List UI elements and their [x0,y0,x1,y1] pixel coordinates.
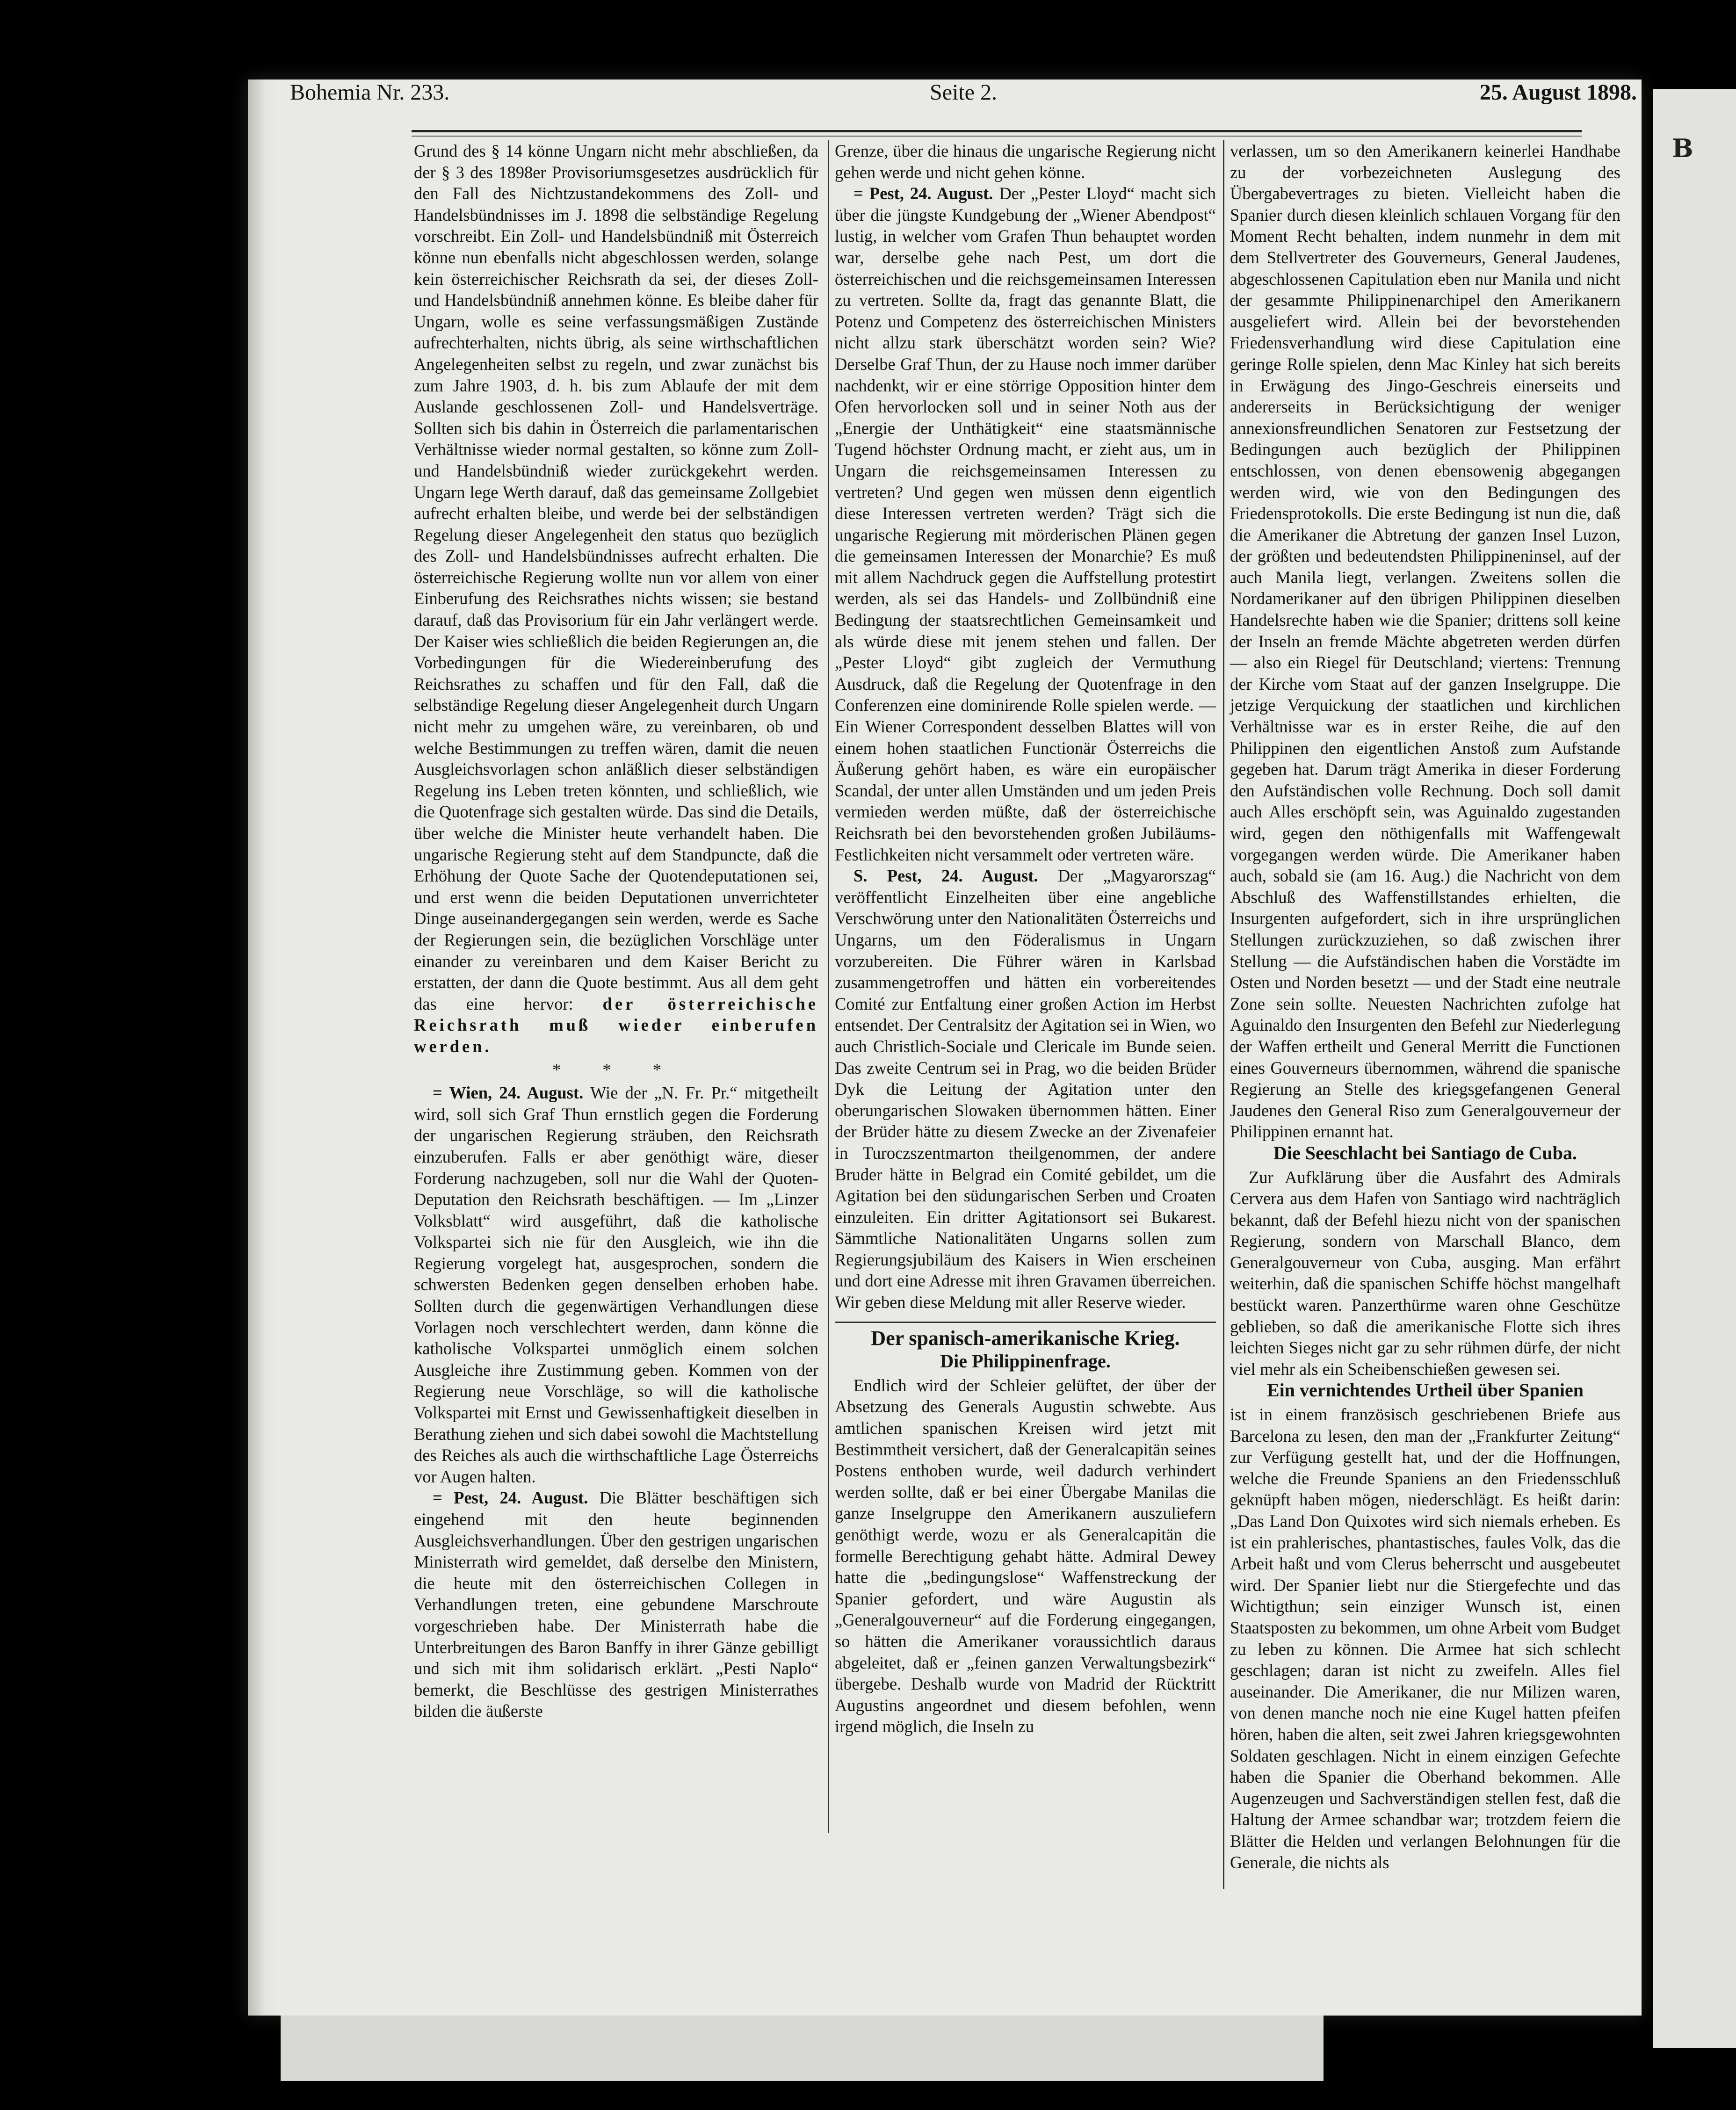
column-3 [1230,140,1620,1873]
war-headline: Der spanisch-amerikanische Krieg. [871,1326,1180,1350]
next-page-header: B [1672,133,1693,163]
section-rule [835,1322,1216,1323]
article-santiago: Zur Aufklärung über die Ausfahrt des Admirals Cervera aus dem Hafen von Santiago wird nachträglich bekannt, daß der Befehl hiezu nicht von der spanischen Regierung, sondern von Marschall Blanco, dem Generalgouverneur von Cuba, ausging. Man erfährt weiterhin, daß die spanischen Schiffe höchst mangelhaft bestückt waren. Panzerthürme waren ohne Geschütze geblieben, so daß die amerikanische Flotte sich ihres leichten Sieges nicht gar zu sehr rühmen dürfe, der nicht viel mehr als ein Scheibenschießen gewesen sei. [1230,1167,1620,1379]
header-page-number: Seite 2. [930,80,997,105]
header-date: 25. August 1898. [1479,80,1637,105]
column-2 [835,140,1216,1737]
article-pest-3: S. Pest, 24. August. Der „Magyarorszag“ veröffentlicht Einzelheiten über eine angebliche Verschwörung unter den Nationalitäten Österreichs und Ungarns, um den Föderalismus in Ungarn vorzubereiten. Die Führer wären in Karlsbad zusammengetroffen und hätten ein vorbereitendes Comité zur Entfaltung einer großen Action im Herbst entsendet. Der Centralsitz der Agitation sei in Wien, wo auch Christlich-Sociale und Clericale im Bunde seien. Das zweite Centrum sei in Prag, wo die beiden Brüder Dyk die Leitung der Agitation unter den oberungarischen Slowaken übernommen hätten. Einer der Brüder hätte zu diesem Zwecke an der Zivenafeier in Turoczszentmarton theilgenommen, der andere Bruder hätte in Belgrad ein Comité gebildet, um die Agitation bei den südungarischen Serben und Croaten einzuleiten. Ein dritter Agitationsort sei Bukarest. Sämmtliche Nationalitäten Ungarns sollen zum Regierungsjubiläum des Kaisers in Wien erscheinen und dort eine Adresse mit ihren Gravamen überreichen. Wir geben diese Meldung mit aller Reserve wieder. [835,866,1216,1312]
header-rule-thin [412,136,1582,137]
article-philippines-continued: verlassen, um so den Amerikanern keinerlei Handhabe zu der vorbezeichneten Auslegung des Übergabevertrages zu bieten. Vielleicht haben die Spanier durch diesen kleinlich schlauen Vorgang für den Moment Recht behalten, indem nunmehr in dem mit dem Stellvertreter des Gouverneurs, General Jaudenes, abgeschlossenen Capitulation eben nur Manila und nicht der gesammte Philippinenarchipel den Amerikanern ausgeliefert wird. Allein bei der bevorstehenden Friedensverhandlung wird diese Capitulation eine geringe Rolle spielen, denn Mac Kinley hat sich bereits in Erwägung des Jingo-Geschreis einerseits und andererseits in Berücksichtigung der weniger annexionsfreundlichen Senatoren zur Festsetzung der Bedingungen auch bezüglich der Philippinen entschlossen, von denen ebensowenig abgegangen werden wird, wie von den Bedingungen des Friedensprotokolls. Die erste Bedingung ist nun die, daß die Amerikaner die Abtretung der ganzen Insel Luzon, der größten und bedeutendsten Philippineninsel, auf der auch Manila liegt, verlangen. Zweitens sollen die Nordamerikaner auf den übrigen Philippinen dieselben Handelsrechte haben wie die Spanier; drittens soll keine der Inseln an fremde Mächte abgetreten werden dürfen — also ein Riegel für Deutschland; viertens: Trennung der Kirche vom Staat auf der ganzen Inselgruppe. Die jetzige Verquickung der staatlichen und kirchlichen Verhältnisse war es in erster Reihe, die auf den Philippinen den eigentlichen Anstoß zum Aufstande gegeben hat. Darum trägt Amerika in dieser Forderung den Aufständischen volle Rechnung. Doch soll damit auch Alles erschöpft sein, was Aguinaldo zugestanden wird, gegen den nöthigenfalls mit Waffengewalt vorgegangen werden würde. Die Amerikaner haben auch, sobald sie (am 16. Aug.) die Nachricht von dem Abschluß des Waffenstillstandes erhielten, die Insurgenten aufgefordert, sich in ihre ursprünglichen Stellungen zurückzuziehen, so daß zwischen ihrer Stellung — die Aufständischen haben die Vorstädte im Osten und Norden besetzt — und der Stadt eine neutrale Zone sein sollte. Neuesten Nachrichten zufolge hat Aguinaldo den Insurgenten den Befehl zur Niederlegung der Waffen ertheilt und General Merritt die Functionen eines Gouverneurs übernommen, während die spanische Regierung an Stelle des kriegsgefangenen General Jaudenes den General Riso zum Generalgouverneur der Philippinen ernannt hat. [1230,141,1620,1142]
santiago-headline: Die Seeschlacht bei Santiago de Cuba. [1273,1142,1577,1163]
article-philippines: Endlich wird der Schleier gelüftet, der über der Absetzung des Generals Augustin schwebte. Aus amtlichen spanischen Kreisen wird jetzt mit Bestimmtheit versichert, daß der Generalcapitän seines Postens enthoben wurde, weil dadurch verhindert werden sollte, daß er bei einer Übergabe Manilas die ganze Inselgruppe den Amerikanern auszuliefern genöthigt werde, wozu er als Generalcapitän die formelle Berechtigung gehabt hätte. Admiral Dewey hatte die „bedingungslose“ Waffenstreckung der Spanier gefordert, und wäre Augustin als „Generalgouverneur“ auf die Forderung eingegangen, so hätten die Amerikaner voraussichtlich daraus abgeleitet, daß er „feinen ganzen Verwaltungsbezirk“ übergebe. Deshalb wurde von Madrid der Rücktritt Augustins angeordnet und diesem befohlen, wenn irgend möglich, die Inseln zu [835,1375,1216,1736]
column-1 [414,140,818,1722]
article-spain-verdict: ist in einem französisch geschriebenen Briefe aus Barcelona zu lesen, den man der „Frankfurter Zeitung“ zur Verfügung gestellt hat, und der die Hoffnungen, welche die Freunde Spaniens an den Friedensschluß geknüpft haben mögen, niederschlägt. Es heißt darin: „Das Land Don Quixotes wird sich niemals erheben. Es ist ein prahlerisches, phantastisches, faules Volk, das die Arbeit haßt und vom Clerus beherrscht und ausgebeutet wird. Der Spanier liebt nur die Stiergefechte und das Wichtigthun; sein einziger Wunsch ist, einen Staatsposten zu bekommen, um ohne Arbeit vom Budget zu leben zu können. Die Armee hat sich schlecht geschlagen; daran ist nicht zu zweifeln. Alles fiel auseinander. Die Amerikaner, die nur Milizen waren, von denen manche noch nie eine Kugel hatten pfeifen hören, haben die alten, seit zwei Jahren kriegsgewohnten Soldaten geschlagen. Nicht in einem einzigen Gefechte haben die Spanier die Oberhand bekommen. Alle Augenzeugen und Sachverständigen stellen fest, daß die Haltung der Armee schandbar war; trotzdem feiern die Blätter die Helden und verlangen Belohnungen für die Generale, die nichts als [1230,1405,1620,1872]
article-pest-2: = Pest, 24. August. Der „Pester Lloyd“ macht sich über die jüngste Kundgebung der „Wiener Abendpost“ lustig, in welcher vom Grafen Thun behauptet worden war, derselbe gehe nach Pest, um dort die österreichischen und die reichsgemeinsamen Interessen zu vertreten. Sollte da, fragt das genannte Blatt, die Potenz und Competenz des österreichischen Ministers nicht allzu stark überschätzt worden sein? Wie? Derselbe Graf Thun, der zu Hause noch immer darüber nachdenkt, wir er eine störrige Opposition hinter dem Ofen hervorlocken soll und in seiner Noth aus der „Energie der Unthätigkeit“ eine staatsmännische Tugend höchster Ordnung macht, er zieht aus, um in Ungarn die reichsgemeinsamen Interessen zu vertreten? Und gegen wen müssen denn eigentlich diese Interessen vertreten werden? Trägt sich die ungarische Regierung mit mörderischen Plänen gegen die gemeinsamen Interessen der Monarchie? Es muß mit allem Nachdruck gegen die Auffstellung protestirt werden, als sei das Handels- und Zollbündniß eine Bedingung der staatsrechtlichen Gemeinsamkeit und als würde diese mit jenem stehen und fallen. Der „Pester Lloyd“ gibt zugleich der Vermuthung Ausdruck, daß die Regelung der Quotenfrage in den Conferenzen eine dominirende Rolle spielen werde. — Ein Wiener Correspondent desselben Blattes will von einem hohen staatlichen Functionär Österreichs die Äußerung gehört haben, es wäre ein europäischer Scandal, der unter allen Umständen und um jeden Preis vermieden werden müßte, daß der österreichische Reichsrath bei den bevorstehenden großen Jubiläums-Festlichkeiten nicht versammelt oder vertreten wäre. [835,184,1216,864]
column-divider-2 [1223,140,1224,1889]
header-issue: Bohemia Nr. 233. [290,80,450,105]
article-ausgleich-continued: Grund des § 14 könne Ungarn nicht mehr abschließen, da der § 3 des 1898er Provisoriumsgesetzes ausdrücklich für den Fall des Nichtzustandekommens des Zoll- und Handelsbündnisses im J. 1898 die selbständige Regelung vorschreibt. Ein Zoll- und Handelsbündniß mit Österreich könne nun ebenfalls nicht abgeschlossen werden, solange kein österreichischer Reichsrath da sei, der dieses Zoll- und Handelsbündniß annehmen könne. Es bleibe daher für Ungarn, wolle es seine verfassungsmäßigen Zustände aufrechterhalten, nichts übrig, als seine wirthschaftlichen Angelegenheiten selbst zu regeln, und zwar zunächst bis zum Jahre 1903, d. h. bis zum Ablaufe der mit dem Auslande geschlossenen Zoll- und Handelsverträge. Sollten sich bis dahin in Österreich die parlamentarischen Verhältnisse wieder normal gestalten, so könne zum Zoll- und Handelsbündniß wieder zurückgekehrt werden. Ungarn lege Werth darauf, daß das gemeinsame Zollgebiet aufrecht erhalten bleibe, und werde bei der selbständigen Regelung dieser Angelegenheit den status quo bezüglich des Zoll- und Handelsbündnisses aufrecht erhalten. Die österreichische Regierung wollte nun vor allem von einer Einberufung des Reichsrathes nichts wissen; sie bestand darauf, daß das Provisorium für ein Jahr verlängert werde. Der Kaiser wies schließlich die beiden Regierungen an, die Vorbedingungen für die Wiedereinberufung des Reichsrathes zu schaffen und für den Fall, daß die selbständige Regelung dieser Angelegenheit durch Ungarn nicht mehr zu umgehen wäre, zu vereinbaren, ob und welche Bestimmungen zu treffen wären, damit die neuen Ausgleichsvorlagen schon anläßlich dieser selbständigen Regelung ins Leben treten könnten, und schließlich, wie die Quotenfrage sich gestalten würde. Das sind die Details, über welche die Minister heute verhandelt haben. Die ungarische Regierung steht auf dem Standpuncte, daß die Erhöhung der Quote Sache der Quotendeputationen sei, und erst wenn die beiden Deputationen unverrichteter Dinge auseinandergegangen sein werden, werde es Sache der Regierungen sein, die bezüglichen Vorschläge unter einander zu vereinbaren und dem Kaiser Bericht zu erstatten, der dann die Quote bestimmt. Aus all dem geht das eine hervor: der österreichische Reichsrath muß wieder einberufen werden. [414,141,819,1056]
article-pest-1: = Pest, 24. August. Die Blätter beschäftigen sich eingehend mit den heute beginnenden Ausgleichsverhandlungen. Über den gestrigen ungarischen Ministerrath wird gemeldet, daß derselbe den Ministern, die heute mit den österreichischen Collegen in Verhandlungen treten, eine gebundene Marschroute vorgeschrieben habe. Der Ministerrath habe die Unterbreitungen des Baron Banffy in ihrer Gänze gebilligt und sich mit ihm solidarisch erklärt. „Pesti Naplo“ bemerkt, die Beschlüsse des gestrigen Ministerrathes bilden die äußerste [414,1488,819,1721]
article-wien: = Wien, 24. August. Wie der „N. Fr. Pr.“ mitgetheilt wird, soll sich Graf Thun ernstlich gegen die Forderung der ungarischen Regierung sträuben, den Reichsrath einzuberufen. Falls er aber genöthigt wäre, dieser Forderung nachzugeben, soll nur die Wahl der Quoten-Deputation den Reichsrath beschäftigen. — Im „Linzer Volksblatt“ wird ausgeführt, daß die katholische Volkspartei sich nie für den Ausgleich, wie ihn die Regierung vorgelegt hat, ausgesprochen, sondern die schwersten Bedenken gegen denselben erhoben habe. Sollten durch die gegenwärtigen Verhandlungen diese Vorlagen noch verschlechtert werden, dann könne die katholische Volkspartei unmöglich einem solchen Ausgleiche ihre Zustimmung geben. Kommen von der Regierung neue Vorschläge, so will die katholische Volkspartei mit Ernst und Gewissenhaftigkeit dieselben in Berathung ziehen und sich dabei sowohl die Machtstellung des Reiches als auch die wirthschaftliche Lage Österreichs vor Augen halten. [414,1083,818,1486]
philippines-subhead: Die Philippinenfrage. [940,1351,1111,1372]
header-rule [412,130,1582,132]
article-pest-1-continued: Grenze, über die hinaus die ungarische Regierung nicht gehen werde und nicht gehen könne. [835,141,1216,182]
spain-verdict-headline: Ein vernichtendes Urtheil über Spanien [1266,1380,1584,1401]
column-divider-1 [828,140,829,1833]
section-separator: * * * [552,1060,680,1079]
